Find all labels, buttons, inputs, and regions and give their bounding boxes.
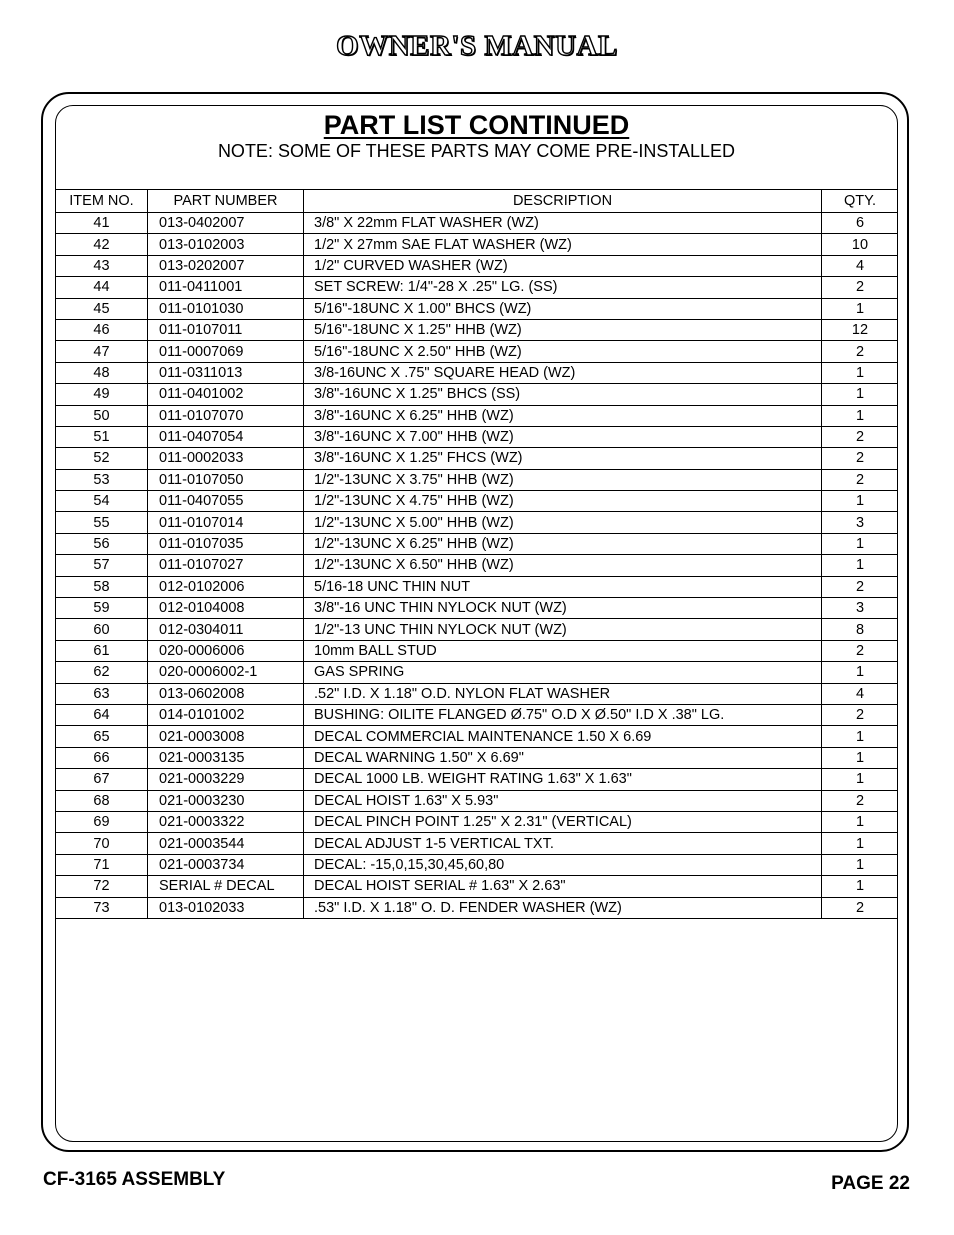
quantity: 1 [822,298,899,319]
table-row [56,213,899,234]
part-description: DECAL ADJUST 1-5 VERTICAL TXT. [304,833,822,854]
quantity: 10 [822,234,899,255]
table-header-row [56,190,899,213]
part-description: 1/2"-13UNC X 6.25" HHB (WZ) [304,533,822,554]
part-number: 012-0102006 [148,576,304,597]
quantity: 8 [822,619,899,640]
table-row [56,598,899,619]
quantity: 2 [822,790,899,811]
table-row [56,384,899,405]
item-number: 44 [56,277,148,298]
part-number: 013-0102033 [148,897,304,918]
table-row [56,811,899,832]
part-number: 013-0402007 [148,213,304,234]
part-description: 1/2"-13UNC X 4.75" HHB (WZ) [304,491,822,512]
part-number: 011-0107014 [148,512,304,533]
part-number: 014-0101002 [148,704,304,725]
quantity: 1 [822,811,899,832]
item-number: 60 [56,619,148,640]
part-description: 5/16"-18UNC X 2.50" HHB (WZ) [304,341,822,362]
part-number: 011-0407054 [148,426,304,447]
quantity: 1 [822,533,899,554]
assembly-label: CF-3165 ASSEMBLY [43,1169,226,1190]
item-number: 72 [56,876,148,897]
part-number: 020-0006006 [148,640,304,661]
quantity: 4 [822,683,899,704]
table-row [56,790,899,811]
part-number: 011-0407055 [148,491,304,512]
item-number: 47 [56,341,148,362]
item-number: 70 [56,833,148,854]
table-row [56,341,899,362]
part-description: DECAL COMMERCIAL MAINTENANCE 1.50 X 6.69 [304,726,822,747]
table-row [56,469,899,490]
quantity: 2 [822,277,899,298]
part-description: DECAL HOIST SERIAL # 1.63" X 2.63" [304,876,822,897]
table-row [56,683,899,704]
table-row [56,662,899,683]
part-description: 1/2"-13UNC X 3.75" HHB (WZ) [304,469,822,490]
quantity: 1 [822,747,899,768]
part-description: SET SCREW: 1/4"-28 X .25" LG. (SS) [304,277,822,298]
part-description: 3/8-16UNC X .75" SQUARE HEAD (WZ) [304,362,822,383]
part-number: 011-0401002 [148,384,304,405]
part-number: 021-0003544 [148,833,304,854]
part-number: 012-0304011 [148,619,304,640]
header-qty: QTY. [822,190,899,213]
pre-installed-note: NOTE: SOME OF THESE PARTS MAY COME PRE-INSTALLED [217,141,736,161]
table-row [56,769,899,790]
item-number: 48 [56,362,148,383]
item-number: 55 [56,512,148,533]
part-description: .52" I.D. X 1.18" O.D. NYLON FLAT WASHER [304,683,822,704]
quantity: 1 [822,854,899,875]
quantity: 2 [822,897,899,918]
table-row [56,897,899,918]
table-row [56,448,899,469]
part-description: DECAL PINCH POINT 1.25" X 2.31" (VERTICAL) [304,811,822,832]
part-number: 013-0602008 [148,683,304,704]
item-number: 45 [56,298,148,319]
table-row [56,234,899,255]
table-row [56,619,899,640]
item-number: 69 [56,811,148,832]
part-description: 3/8"-16UNC X 6.25" HHB (WZ) [304,405,822,426]
quantity: 2 [822,704,899,725]
quantity: 1 [822,362,899,383]
item-number: 50 [56,405,148,426]
quantity: 6 [822,213,899,234]
item-number: 49 [56,384,148,405]
table-row [56,704,899,725]
table-row [56,854,899,875]
quantity: 1 [822,726,899,747]
item-number: 66 [56,747,148,768]
quantity: 2 [822,640,899,661]
quantity: 1 [822,491,899,512]
header-description: DESCRIPTION [304,190,822,213]
part-description: 3/8"-16UNC X 7.00" HHB (WZ) [304,426,822,447]
item-number: 58 [56,576,148,597]
table-row [56,833,899,854]
item-number: 67 [56,769,148,790]
part-number: 011-0107070 [148,405,304,426]
table-row [56,555,899,576]
quantity: 4 [822,255,899,276]
item-number: 68 [56,790,148,811]
section-title: PART LIST CONTINUED [323,110,630,140]
table-row [56,277,899,298]
table-row [56,298,899,319]
quantity: 1 [822,384,899,405]
table-row [56,576,899,597]
parts-list-panel [55,105,898,1142]
table-row [56,362,899,383]
quantity: 2 [822,448,899,469]
table-row [56,726,899,747]
quantity: 2 [822,341,899,362]
part-description: 1/2"-13UNC X 5.00" HHB (WZ) [304,512,822,533]
item-number: 62 [56,662,148,683]
part-description: GAS SPRING [304,662,822,683]
item-number: 53 [56,469,148,490]
page-number: PAGE 22 [831,1173,910,1194]
part-description: 10mm BALL STUD [304,640,822,661]
item-number: 59 [56,598,148,619]
part-description: DECAL 1000 LB. WEIGHT RATING 1.63" X 1.63" [304,769,822,790]
table-row [56,533,899,554]
part-description: 1/2"-13 UNC THIN NYLOCK NUT (WZ) [304,619,822,640]
part-number: 011-0311013 [148,362,304,383]
part-description: .53" I.D. X 1.18" O. D. FENDER WASHER (WZ) [304,897,822,918]
part-number: 011-0101030 [148,298,304,319]
header-item-no: ITEM NO. [56,190,148,213]
part-number: 021-0003734 [148,854,304,875]
part-description: 3/8" X 22mm FLAT WASHER (WZ) [304,213,822,234]
part-number: 011-0002033 [148,448,304,469]
item-number: 54 [56,491,148,512]
part-description: BUSHING: OILITE FLANGED Ø.75" O.D X Ø.50" I.D X .38" LG. [304,704,822,725]
item-number: 42 [56,234,148,255]
item-number: 52 [56,448,148,469]
part-description: 1/2"-13UNC X 6.50" HHB (WZ) [304,555,822,576]
part-description: 3/8"-16 UNC THIN NYLOCK NUT (WZ) [304,598,822,619]
part-number: 021-0003322 [148,811,304,832]
quantity: 1 [822,769,899,790]
item-number: 56 [56,533,148,554]
quantity: 1 [822,662,899,683]
item-number: 43 [56,255,148,276]
manual-title: OWNER'S MANUAL [336,30,618,62]
part-number: SERIAL # DECAL [148,876,304,897]
table-row [56,747,899,768]
quantity: 12 [822,319,899,340]
quantity: 2 [822,576,899,597]
part-number: 020-0006002-1 [148,662,304,683]
part-description: 5/16"-18UNC X 1.25" HHB (WZ) [304,319,822,340]
table-row [56,491,899,512]
table-row [56,426,899,447]
item-number: 65 [56,726,148,747]
part-description: 5/16"-18UNC X 1.00" BHCS (WZ) [304,298,822,319]
part-number: 011-0107011 [148,319,304,340]
part-number: 021-0003135 [148,747,304,768]
part-description: 1/2" X 27mm SAE FLAT WASHER (WZ) [304,234,822,255]
part-number: 011-0107050 [148,469,304,490]
part-number: 013-0202007 [148,255,304,276]
part-description: 5/16-18 UNC THIN NUT [304,576,822,597]
header-part-number: PART NUMBER [148,190,304,213]
item-number: 57 [56,555,148,576]
item-number: 61 [56,640,148,661]
parts-table [55,189,898,919]
part-number: 012-0104008 [148,598,304,619]
quantity: 3 [822,598,899,619]
item-number: 71 [56,854,148,875]
quantity: 1 [822,876,899,897]
part-description: DECAL HOIST 1.63" X 5.93" [304,790,822,811]
table-row [56,512,899,533]
part-number: 021-0003008 [148,726,304,747]
part-number: 011-0411001 [148,277,304,298]
part-number: 011-0007069 [148,341,304,362]
item-number: 73 [56,897,148,918]
table-row [56,876,899,897]
quantity: 3 [822,512,899,533]
quantity: 1 [822,833,899,854]
part-number: 011-0107035 [148,533,304,554]
part-description: 3/8"-16UNC X 1.25" FHCS (WZ) [304,448,822,469]
quantity: 1 [822,405,899,426]
part-number: 011-0107027 [148,555,304,576]
quantity: 2 [822,426,899,447]
part-number: 013-0102003 [148,234,304,255]
table-row [56,405,899,426]
part-number: 021-0003230 [148,790,304,811]
item-number: 51 [56,426,148,447]
item-number: 41 [56,213,148,234]
part-description: 3/8"-16UNC X 1.25" BHCS (SS) [304,384,822,405]
part-number: 021-0003229 [148,769,304,790]
part-description: 1/2" CURVED WASHER (WZ) [304,255,822,276]
item-number: 63 [56,683,148,704]
part-description: DECAL WARNING 1.50" X 6.69" [304,747,822,768]
item-number: 64 [56,704,148,725]
part-description: DECAL: -15,0,15,30,45,60,80 [304,854,822,875]
parts-table-body [56,213,899,919]
quantity: 1 [822,555,899,576]
table-row [56,640,899,661]
table-row [56,319,899,340]
item-number: 46 [56,319,148,340]
table-row [56,255,899,276]
quantity: 2 [822,469,899,490]
